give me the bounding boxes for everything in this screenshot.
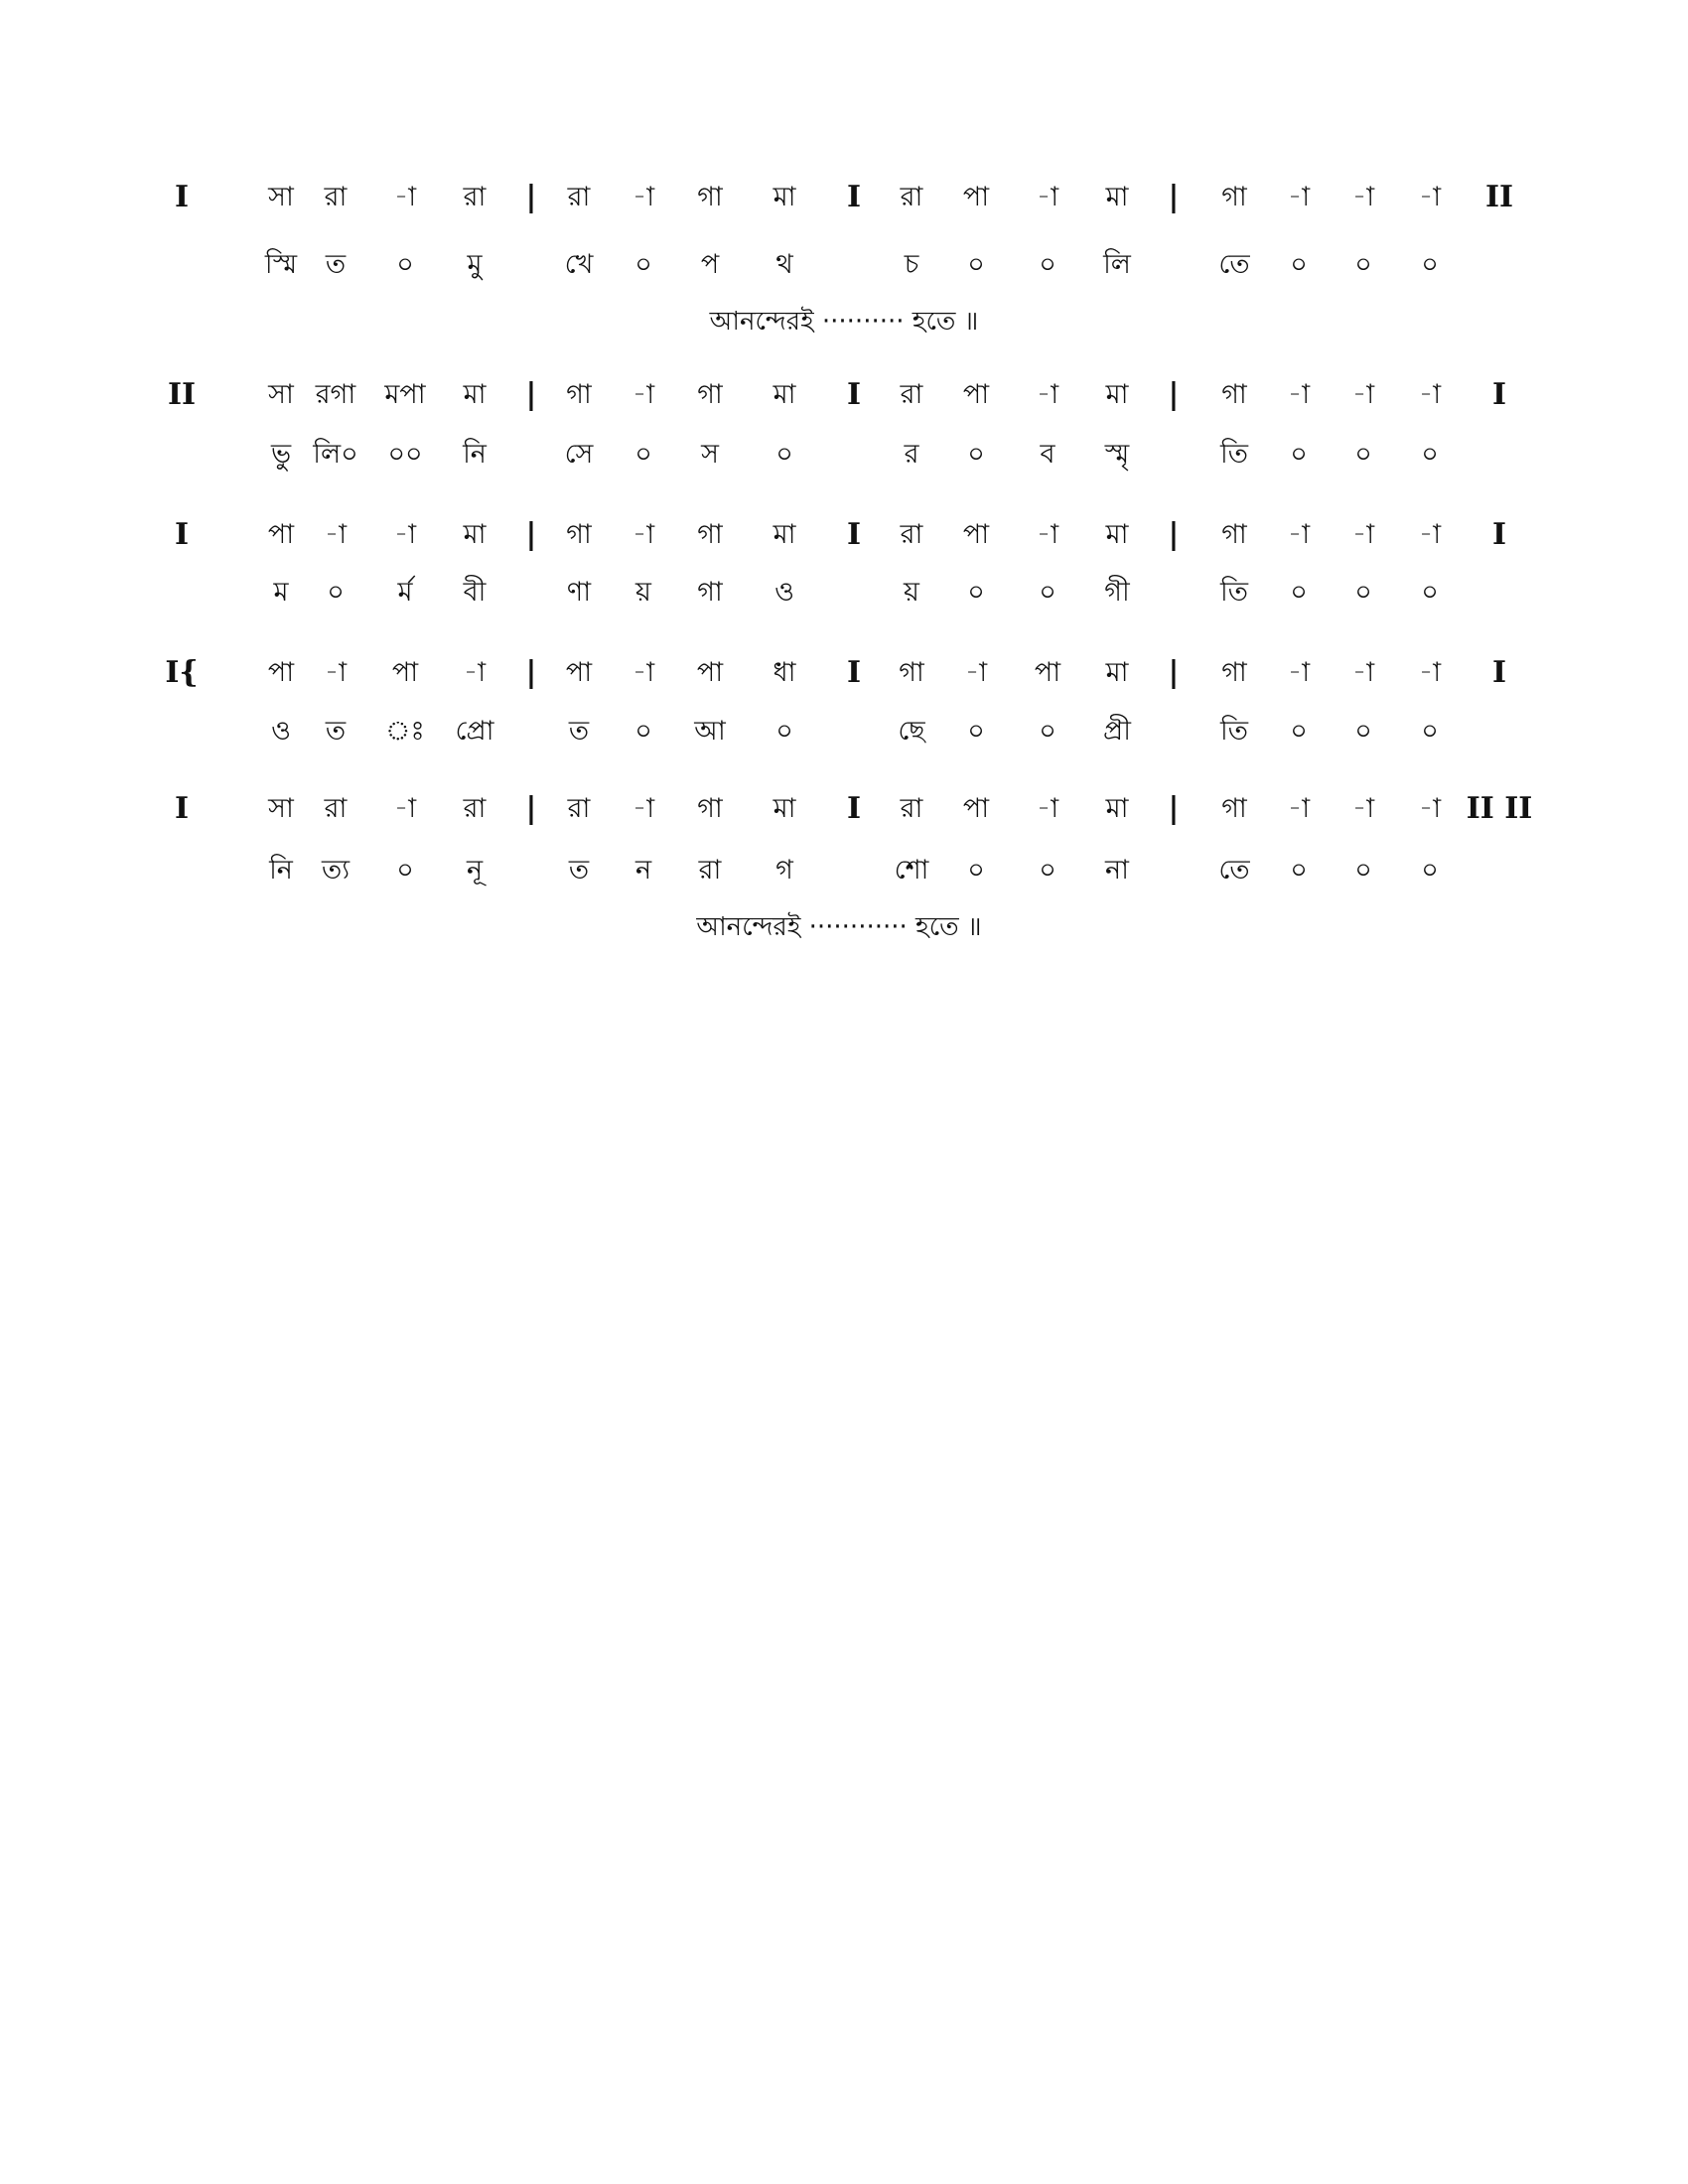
note-cell: সা bbox=[268, 379, 294, 410]
note-cell: -া bbox=[1287, 657, 1311, 688]
bar-line: I bbox=[846, 517, 862, 552]
note-cell: রা bbox=[900, 379, 923, 410]
lyric-syllable: ০ bbox=[775, 716, 793, 747]
note-cell: -া bbox=[1418, 793, 1442, 824]
note-cell: পা bbox=[962, 379, 990, 410]
bar-line: | bbox=[1168, 517, 1180, 552]
note-cell: -া bbox=[1418, 379, 1442, 410]
lyric-syllable: প্রো bbox=[455, 716, 494, 747]
note-cell: -া bbox=[1036, 793, 1059, 824]
bar-line: II bbox=[167, 377, 197, 412]
lyric-syllable: ০ bbox=[1421, 439, 1439, 470]
lyric-row bbox=[0, 243, 1688, 287]
note-cell: গা bbox=[899, 657, 924, 688]
lyric-syllable: ০ bbox=[1039, 577, 1056, 608]
notation-row bbox=[0, 513, 1688, 557]
note-cell: গা bbox=[697, 793, 723, 824]
bar-line: II bbox=[1484, 180, 1514, 214]
lyric-syllable: তে bbox=[1218, 855, 1250, 886]
lyric-syllable: নি bbox=[463, 439, 487, 470]
bar-line: I bbox=[846, 180, 862, 214]
lyric-syllable: ০০ bbox=[387, 439, 423, 470]
note-cell: -া bbox=[1351, 182, 1375, 212]
note-cell: -া bbox=[632, 793, 655, 824]
lyric-syllable: ত bbox=[325, 249, 347, 280]
note-cell: -া bbox=[324, 657, 348, 688]
lyric-syllable: তে bbox=[1218, 249, 1250, 280]
lyric-syllable: ০ bbox=[967, 716, 985, 747]
refrain-line bbox=[0, 300, 1688, 343]
note-cell: গা bbox=[566, 379, 592, 410]
lyric-syllable: ০ bbox=[967, 855, 985, 886]
lyric-syllable: ০ bbox=[1354, 249, 1372, 280]
lyric-syllable: র্ম bbox=[397, 577, 413, 608]
notation-row bbox=[0, 373, 1688, 417]
lyric-syllable: ০ bbox=[1421, 577, 1439, 608]
bar-line: I{ bbox=[165, 655, 199, 690]
note-cell: -া bbox=[1418, 657, 1442, 688]
note-cell: -া bbox=[1036, 182, 1059, 212]
note-cell: পা bbox=[565, 657, 593, 688]
lyric-syllable: ০ bbox=[1354, 577, 1372, 608]
note-cell: পা bbox=[267, 519, 295, 550]
note-cell: মা bbox=[773, 182, 796, 212]
bar-line: | bbox=[1168, 791, 1180, 826]
note-cell: পা bbox=[696, 657, 724, 688]
note-cell: রা bbox=[900, 793, 923, 824]
note-cell: -া bbox=[1351, 793, 1375, 824]
note-cell: গা bbox=[1221, 657, 1247, 688]
note-cell: রা bbox=[567, 793, 591, 824]
note-cell: -া bbox=[1418, 519, 1442, 550]
lyric-row bbox=[0, 710, 1688, 753]
note-cell: পা bbox=[1034, 657, 1061, 688]
note-cell: -া bbox=[1287, 793, 1311, 824]
notation-row bbox=[0, 651, 1688, 695]
note-cell: ধা bbox=[773, 657, 796, 688]
note-cell: গা bbox=[1221, 182, 1247, 212]
lyric-syllable: ঃ bbox=[385, 716, 425, 747]
note-cell: -া bbox=[393, 182, 417, 212]
bar-line: I bbox=[846, 655, 862, 690]
refrain-text: আনন্দেরই ·········· হতে ॥ bbox=[709, 307, 979, 337]
lyric-syllable: প bbox=[700, 249, 720, 280]
lyric-syllable: ছে bbox=[898, 716, 925, 747]
note-cell: -া bbox=[1287, 519, 1311, 550]
lyric-syllable: ০ bbox=[1421, 249, 1439, 280]
bar-line: | bbox=[525, 791, 537, 826]
note-cell: -া bbox=[1351, 519, 1375, 550]
lyric-syllable: ০ bbox=[1290, 716, 1308, 747]
note-cell: গা bbox=[697, 519, 723, 550]
lyric-syllable: ০ bbox=[775, 439, 793, 470]
lyric-syllable: থ bbox=[775, 249, 793, 280]
note-cell: -া bbox=[1036, 379, 1059, 410]
note-cell: মা bbox=[1105, 379, 1129, 410]
lyric-row bbox=[0, 433, 1688, 477]
lyric-syllable: স্মি bbox=[264, 249, 298, 280]
note-cell: -া bbox=[1036, 519, 1059, 550]
lyric-syllable: ব bbox=[1040, 439, 1055, 470]
lyric-syllable: ০ bbox=[1290, 439, 1308, 470]
note-cell: সা bbox=[268, 182, 294, 212]
note-cell: রা bbox=[463, 793, 487, 824]
bar-line: | bbox=[525, 377, 537, 412]
note-cell: গা bbox=[1221, 379, 1247, 410]
lyric-syllable: নূ bbox=[466, 855, 484, 886]
lyric-syllable: চ bbox=[904, 249, 919, 280]
lyric-syllable: ত্য bbox=[321, 855, 351, 886]
note-cell: রা bbox=[324, 182, 348, 212]
lyric-syllable: ত bbox=[568, 855, 590, 886]
note-cell: মা bbox=[773, 379, 796, 410]
lyric-syllable: ০ bbox=[396, 855, 414, 886]
lyric-syllable: ণা bbox=[566, 577, 592, 608]
bar-line: I bbox=[1491, 655, 1507, 690]
note-cell: মা bbox=[773, 519, 796, 550]
note-cell: সা bbox=[268, 793, 294, 824]
lyric-syllable: ০ bbox=[634, 249, 652, 280]
note-cell: -া bbox=[1351, 379, 1375, 410]
lyric-syllable: ০ bbox=[1290, 855, 1308, 886]
lyric-syllable: ০ bbox=[1421, 716, 1439, 747]
lyric-syllable: ত bbox=[568, 716, 590, 747]
lyric-syllable: ০ bbox=[634, 439, 652, 470]
lyric-syllable: র bbox=[904, 439, 919, 470]
lyric-syllable: ০ bbox=[967, 249, 985, 280]
lyric-syllable: ও bbox=[774, 577, 794, 608]
bar-line: | bbox=[525, 655, 537, 690]
lyric-syllable: ০ bbox=[1039, 716, 1056, 747]
note-cell: গা bbox=[1221, 519, 1247, 550]
lyric-syllable: লি bbox=[1103, 249, 1131, 280]
note-cell: -া bbox=[393, 519, 417, 550]
lyric-syllable: ০ bbox=[967, 577, 985, 608]
note-cell: গা bbox=[697, 379, 723, 410]
bar-line: | bbox=[1168, 655, 1180, 690]
bar-line: II II bbox=[1466, 791, 1533, 826]
lyric-syllable: ০ bbox=[1421, 855, 1439, 886]
note-cell: রা bbox=[900, 519, 923, 550]
lyric-syllable: তি bbox=[1220, 716, 1248, 747]
note-cell: -া bbox=[632, 519, 655, 550]
note-cell: -া bbox=[463, 657, 487, 688]
lyric-syllable: তি bbox=[1220, 439, 1248, 470]
lyric-syllable: গী bbox=[1104, 577, 1130, 608]
lyric-syllable: শো bbox=[894, 855, 929, 886]
lyric-syllable: ০ bbox=[634, 716, 652, 747]
lyric-syllable: ০ bbox=[1039, 249, 1056, 280]
lyric-syllable: লি০ bbox=[313, 439, 358, 470]
note-cell: পা bbox=[267, 657, 295, 688]
lyric-syllable: স্মৃ bbox=[1104, 439, 1130, 470]
bar-line: | bbox=[1168, 180, 1180, 214]
lyric-syllable: য় bbox=[635, 577, 651, 608]
lyric-syllable: ০ bbox=[327, 577, 345, 608]
note-cell: -া bbox=[324, 519, 348, 550]
note-cell: গা bbox=[697, 182, 723, 212]
bar-line: I bbox=[174, 517, 190, 552]
note-cell: -া bbox=[1287, 379, 1311, 410]
note-cell: গা bbox=[566, 519, 592, 550]
note-cell: পা bbox=[962, 182, 990, 212]
bar-line: I bbox=[846, 791, 862, 826]
note-cell: রা bbox=[324, 793, 348, 824]
note-cell: -া bbox=[393, 793, 417, 824]
lyric-syllable: ০ bbox=[1354, 716, 1372, 747]
note-cell: মা bbox=[1105, 519, 1129, 550]
lyric-syllable: য় bbox=[904, 577, 919, 608]
lyric-syllable: গা bbox=[697, 577, 723, 608]
note-cell: মা bbox=[1105, 182, 1129, 212]
note-cell: মা bbox=[773, 793, 796, 824]
lyric-syllable: ম bbox=[273, 577, 289, 608]
note-cell: -া bbox=[632, 182, 655, 212]
bar-line: I bbox=[174, 791, 190, 826]
note-cell: রা bbox=[900, 182, 923, 212]
note-cell: -া bbox=[964, 657, 988, 688]
note-cell: পা bbox=[391, 657, 419, 688]
notation-row bbox=[0, 787, 1688, 831]
note-cell: মা bbox=[1105, 793, 1129, 824]
lyric-syllable: ত bbox=[325, 716, 347, 747]
note-cell: -া bbox=[1287, 182, 1311, 212]
lyric-syllable: স bbox=[701, 439, 719, 470]
note-cell: -া bbox=[632, 657, 655, 688]
refrain-line bbox=[0, 905, 1688, 949]
note-cell: -া bbox=[632, 379, 655, 410]
note-cell: রগা bbox=[315, 379, 356, 410]
lyric-syllable: তি bbox=[1220, 577, 1248, 608]
bar-line: | bbox=[525, 180, 537, 214]
lyric-row bbox=[0, 571, 1688, 614]
lyric-syllable: ভু bbox=[270, 439, 292, 470]
note-cell: রা bbox=[463, 182, 487, 212]
lyric-syllable: ০ bbox=[1290, 577, 1308, 608]
bar-line: I bbox=[1491, 517, 1507, 552]
note-cell: মপা bbox=[384, 379, 426, 410]
lyric-syllable: ০ bbox=[1354, 855, 1372, 886]
lyric-syllable: সে bbox=[564, 439, 594, 470]
bar-line: I bbox=[1491, 377, 1507, 412]
lyric-syllable: ০ bbox=[396, 249, 414, 280]
note-cell: -া bbox=[1418, 182, 1442, 212]
lyric-syllable: ০ bbox=[1354, 439, 1372, 470]
notation-row bbox=[0, 176, 1688, 219]
note-cell: পা bbox=[962, 793, 990, 824]
note-cell: রা bbox=[567, 182, 591, 212]
bar-line: | bbox=[525, 517, 537, 552]
lyric-syllable: ন bbox=[634, 855, 652, 886]
lyric-syllable: নি bbox=[269, 855, 293, 886]
bar-line: | bbox=[1168, 377, 1180, 412]
note-cell: -া bbox=[1351, 657, 1375, 688]
bar-line: I bbox=[846, 377, 862, 412]
bar-line: I bbox=[174, 180, 190, 214]
note-cell: মা bbox=[463, 379, 487, 410]
lyric-syllable: না bbox=[1105, 855, 1129, 886]
note-cell: মা bbox=[463, 519, 487, 550]
lyric-syllable: খে bbox=[564, 249, 594, 280]
lyric-syllable: মু bbox=[467, 249, 483, 280]
note-cell: মা bbox=[1105, 657, 1129, 688]
lyric-syllable: আ bbox=[694, 716, 726, 747]
lyric-syllable: ০ bbox=[1290, 249, 1308, 280]
refrain-text: আনন্দেরই ············ হতে ॥ bbox=[696, 912, 982, 942]
lyric-syllable: প্রী bbox=[1103, 716, 1131, 747]
lyric-syllable: ০ bbox=[1039, 855, 1056, 886]
lyric-row bbox=[0, 849, 1688, 892]
note-cell: পা bbox=[962, 519, 990, 550]
lyric-syllable: ও bbox=[271, 716, 291, 747]
note-cell: গা bbox=[1221, 793, 1247, 824]
lyric-syllable: ০ bbox=[967, 439, 985, 470]
lyric-syllable: গ bbox=[775, 855, 793, 886]
lyric-syllable: বী bbox=[463, 577, 487, 608]
lyric-syllable: রা bbox=[698, 855, 722, 886]
